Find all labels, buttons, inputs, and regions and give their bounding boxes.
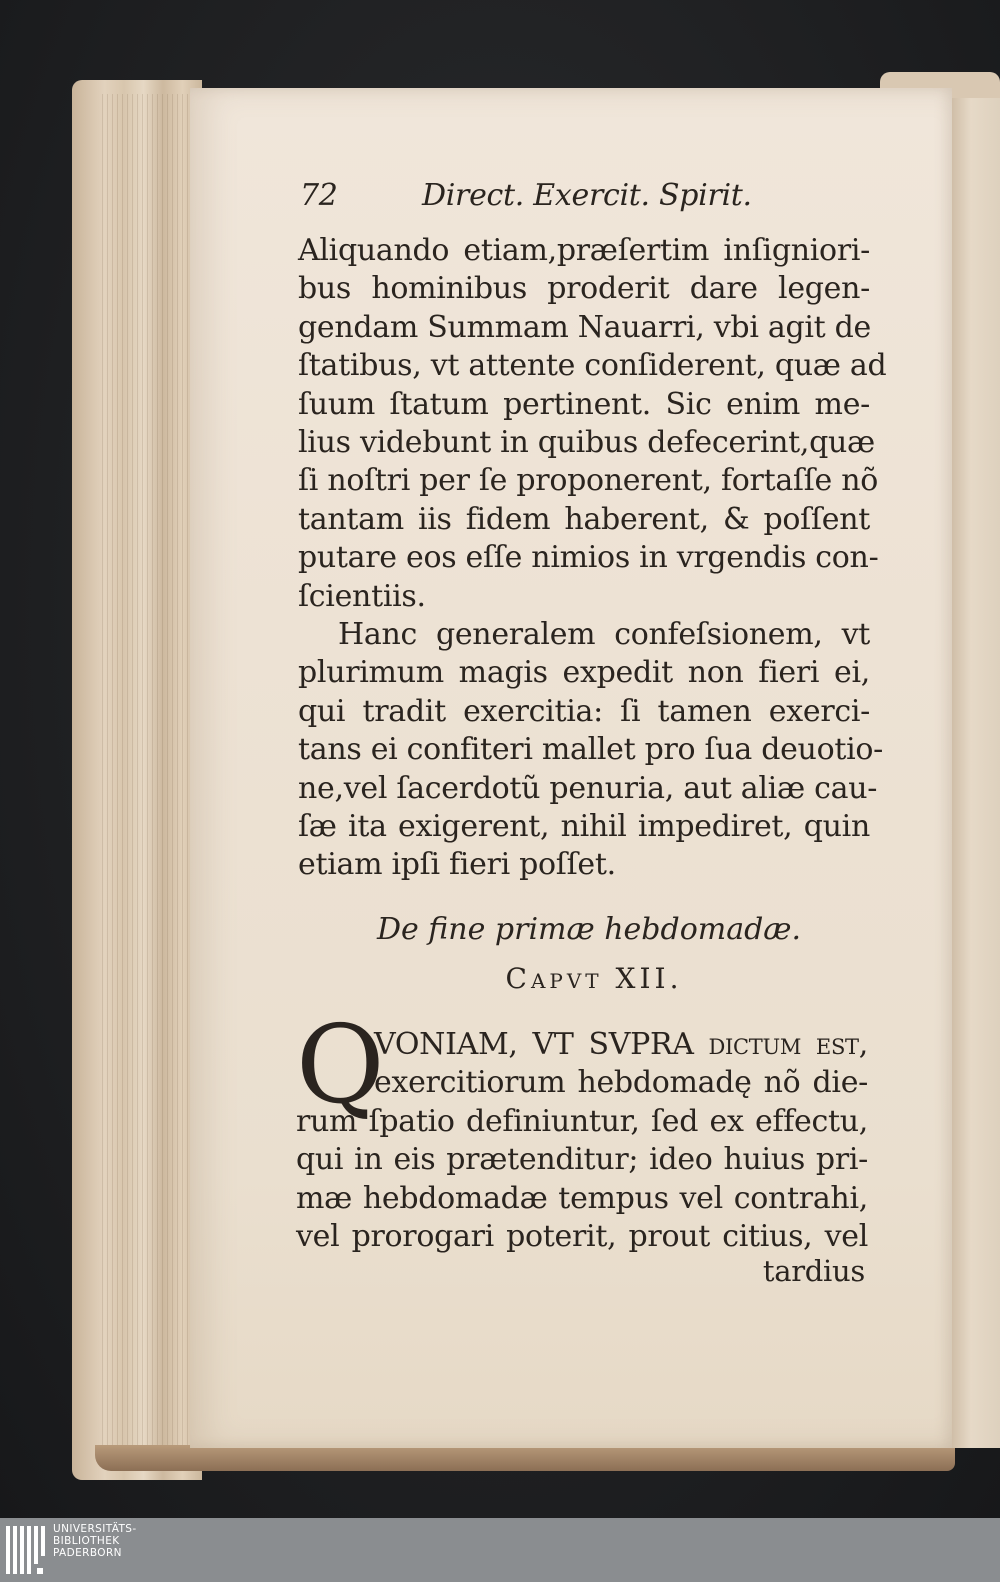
- text-line: ne,vel ſacerdotũ penuria, aut aliæ cau-: [298, 770, 878, 806]
- page-edges: [72, 80, 202, 1480]
- text-line: qui tradit exercitia: ſi tamen exerci-: [298, 693, 870, 729]
- section-title: De fine primæ hebdomadæ.: [376, 912, 802, 947]
- text-line: VONIAM, VT SVPRA dictum eſt,: [374, 1027, 868, 1062]
- chapter-heading: Capvt XII.: [505, 962, 683, 995]
- catchword: tardius: [762, 1254, 865, 1288]
- running-head-title: Direct. Exercit. Spirit.: [422, 178, 752, 213]
- text-line: ſtatibus, vt attente conſiderent, quæ ad: [298, 348, 887, 384]
- library-name: [53, 1523, 137, 1559]
- text-line: exercitiorum hebdomadę nõ die-: [374, 1065, 868, 1101]
- text-line: lius videbunt in quibus defecerint,quæ: [298, 424, 875, 460]
- text-line: bus hominibus proderit dare legen-: [298, 271, 870, 307]
- running-head: [300, 178, 760, 222]
- book-cover-bottom: [95, 1445, 955, 1471]
- text-line: ſcientiis.: [298, 578, 426, 614]
- text-line: ſi noſtri per ſe proponerent, fortaſſe nõ: [298, 463, 878, 499]
- library-logo-icon: [4, 1524, 48, 1576]
- text-line: mæ hebdomadæ tempus vel contrahi,: [296, 1180, 868, 1216]
- page-number: 72: [300, 178, 338, 213]
- text-line: putare eos eſſe nimios in vrgendis con-: [298, 540, 879, 576]
- text-line: Aliquando etiam,præſertim inſigniori-: [298, 233, 870, 268]
- library-name-line: BIBLIOTHEK: [53, 1535, 120, 1547]
- text-line: plurimum magis expedit non fieri ei,: [298, 655, 870, 691]
- text-line: gendam Summam Nauarri, vbi agit de: [298, 309, 871, 345]
- drop-cap: Q: [296, 1003, 385, 1128]
- library-name-line: PADERBORN: [53, 1547, 122, 1559]
- text-line: tantam iis fidem haberent, & poſſent: [298, 501, 870, 537]
- text-line: qui in eis prætenditur; ideo huius pri-: [296, 1142, 868, 1178]
- text-line: tans ei confiteri mallet pro ſua deuotio-: [298, 732, 883, 768]
- text-line: ſuum ſtatum pertinent. Sic enim me-: [298, 386, 870, 422]
- paragraph-1: [298, 232, 887, 616]
- text-line: Hanc generalem confeſsionem, vt: [338, 617, 870, 652]
- footer-bar: [0, 1518, 1000, 1582]
- text-line: rum ſpatio definiuntur, ſed ex effectu,: [296, 1103, 868, 1139]
- paragraph-2: [298, 616, 883, 885]
- paragraph-3: [296, 1026, 868, 1256]
- facing-page: [948, 98, 1000, 1448]
- text-line: vel prorogari poterit, prout citius, vel: [296, 1218, 868, 1254]
- text-line: etiam ipſi fieri poſſet.: [298, 847, 616, 883]
- library-name-line: UNIVERSITÄTS-: [53, 1523, 137, 1535]
- text-line: ſæ ita exigerent, nihil impediret, quin: [298, 808, 870, 844]
